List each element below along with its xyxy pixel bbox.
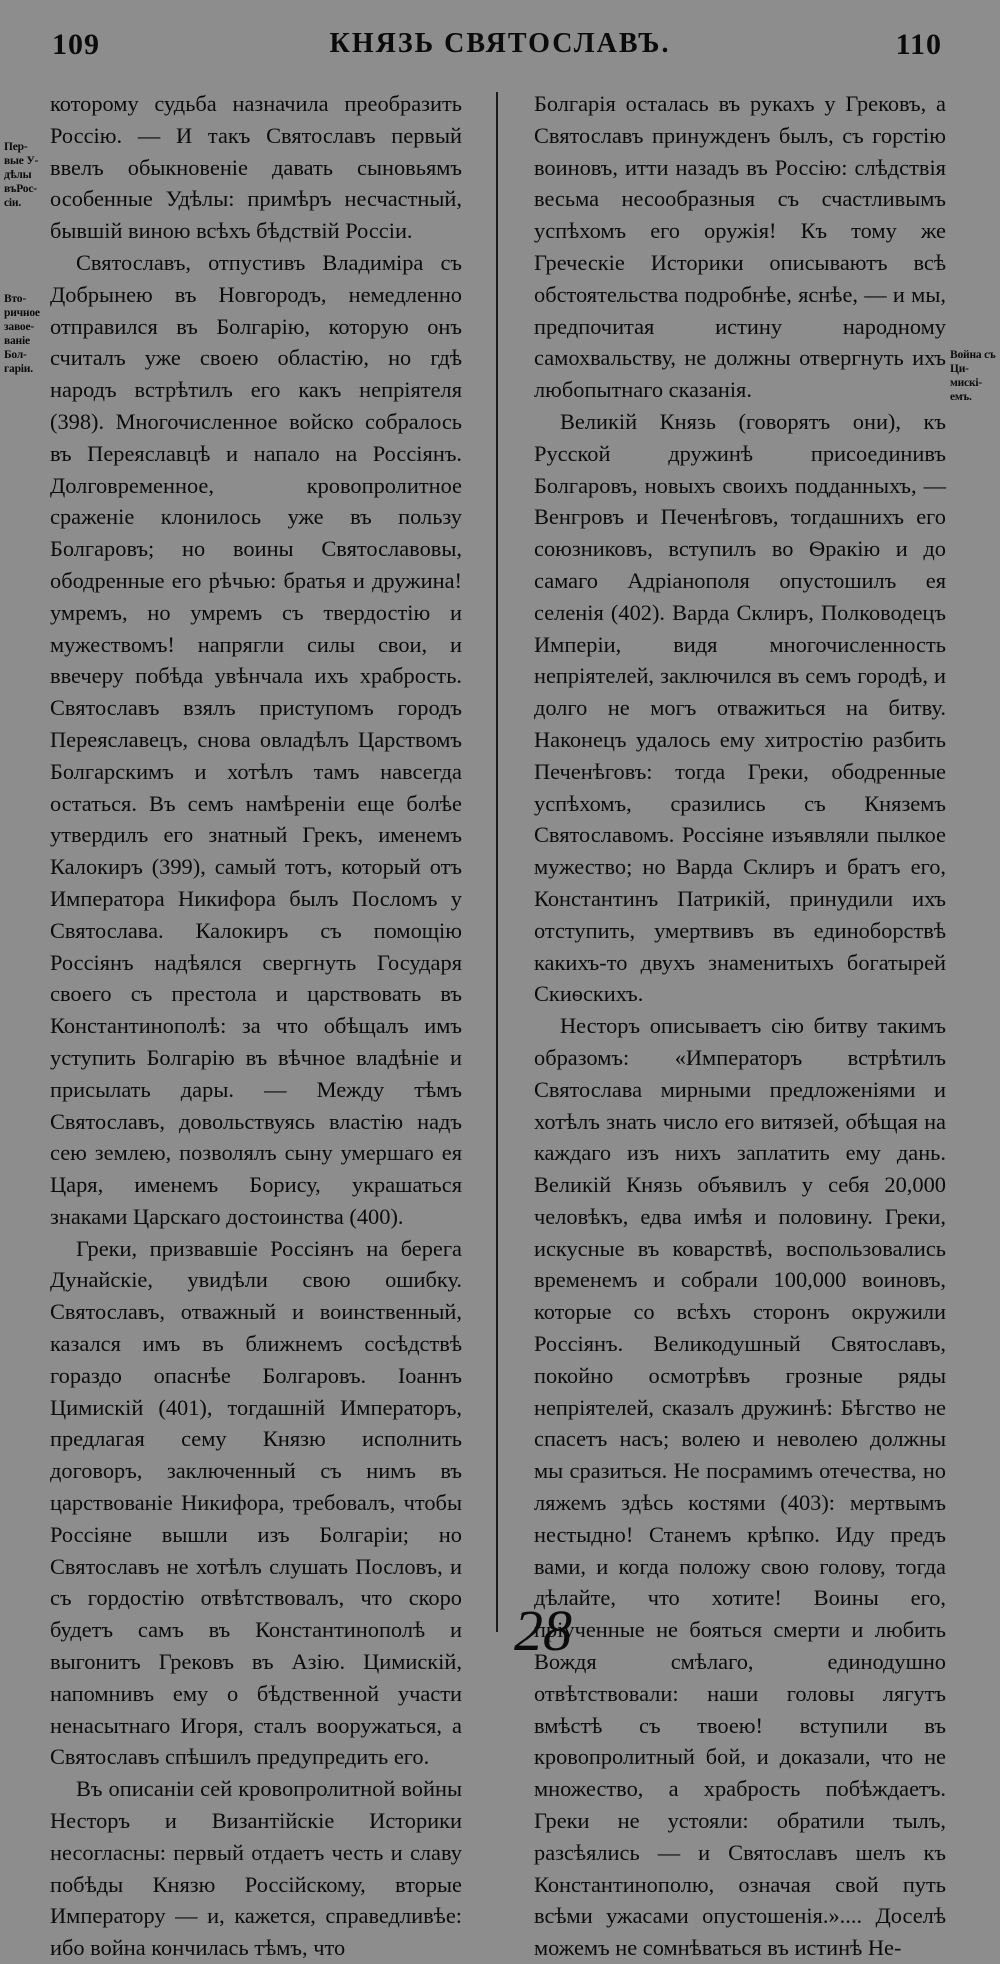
margin-note-war-tzimiskes: Война съ Ци- мискі- емъ. xyxy=(950,349,996,403)
paragraph: которому судьба назначила преобразить Россію. — И такъ Святославъ первый ввелъ обыкновеніе давать сыновьямъ особенные Удѣлы: примѣръ несчастный, бывшій виною всѣхъ бѣдствій Россіи. xyxy=(50,91,462,244)
margin-note-first-appanages: Пер- вые У- дѣлы въРос- сіи. xyxy=(4,141,39,209)
margin-note-second-conquest-bulgaria: Вто- ричное завое- ваніе Бол- гаріи. xyxy=(4,293,40,375)
paragraph: Въ описаніи сей кровопролитной войны Несторъ и Византійскіе Историки несогласны: первый отдаетъ честь и славу побѣды Князю Россійскому, вторые Императору — и, кажется, справедливѣе: ибо война кончилась тѣмъ, что xyxy=(50,1776,462,1961)
page-number-left: 109 xyxy=(52,28,100,61)
paragraph: Болгарія осталась въ рукахъ у Грековъ, а Святославъ принужденъ былъ, съ горстію воиновъ, итти назадъ въ Россію: слѣдствія весьма несообразныя съ счастливымъ успѣхомъ его оружія! Къ тому же Греческіе Историки описываютъ всѣ обстоятельства подробнѣе, яснѣе, — и мы, предпочитая истину народному самохвальству, не должны отвергнуть ихъ любопытнаго сказанія. xyxy=(534,91,946,403)
paragraph: Святославъ, отпустивъ Владиміра съ Добрынею въ Новгородъ, немедленно отправился въ Болгарію, которую онъ считалъ уже своею областію, но гдѣ народъ встрѣтилъ его какъ непріятеля (398). Многочисленное войско собралось въ Переяславцѣ и напало на Россіянъ. Долговременное, кровопролитное сраженіе клонилось уже въ пользу Болгаровъ; но воины Святославовы, ободренные его рѣчью: братья и дружина! умремъ, но умремъ съ твердостію и мужествомъ! напрягли силы свои, и ввечеру побѣда увѣнчала ихъ храбрость. Святославъ взялъ приступомъ городъ Переяславецъ, снова овладѣлъ Царствомъ Болгарскимъ и хотѣлъ тамъ навсегда остаться. Въ семъ намѣреніи еще болѣе утвердилъ его знатный Грекъ, именемъ Калокиръ (399), самый тотъ, который отъ Императора Никифора былъ Посломъ у Святослава. Калокиръ съ помощію Россіянъ надѣялся свергнуть Государя своего съ престола и царствовать въ Константинополѣ: за что обѣщалъ имъ уступить Болгарію въ вѣчное владѣніе и присылать дары. — Между тѣмъ Святославъ, довольствуясь властію надъ сею землею, позволялъ сыну умершаго ея Царя, именемъ Борису, украшаться знаками Царскаго достоинства (400). xyxy=(50,249,462,1229)
paragraph: Греки, призвавшіе Россіянъ на берега Дунайскіе, увидѣли свою ошибку. Святославъ, отважный и воинственный, казался имъ въ ближнемъ сосѣдствѣ гораздо опаснѣе Болгаровъ. Іоаннъ Цимискій (401), тогдашній Императоръ, предлагая сему Князю исполнить договоръ, заключенный съ нимъ въ царствованіе Никифора, требовалъ, чтобы Россіяне вышли изъ Болгаріи; но Святославъ не хотѣлъ слушать Пословъ, и съ гордостію отвѣтствовалъ, что скоро будетъ самъ въ Константинополѣ и выгонитъ Грековъ въ Азію. Цимискій, напомнивъ ему о бѣдственной участи ненасытнаго Игоря, сталъ вооружаться, а Святославъ спѣшилъ предупредить его. xyxy=(50,1235,462,1770)
column-divider xyxy=(496,92,498,1632)
paragraph: Несторъ описываетъ сію битву такимъ образомъ: «Императоръ встрѣтилъ Святослава мирными предложеніями и хотѣлъ знать число его витязей, обѣщая на каждаго изъ нихъ заплатить ему дань. Великій Князь объявилъ у себя 20,000 человѣкъ, едва имѣя и половину. Греки, искусные въ коварствѣ, воспользовались временемъ и собрали 100,000 воиновъ, которые со всѣхъ сторонъ окружили Россіянъ. Великодушный Святославъ, покойно осмотрѣвъ грозные ряды непріятелей, сказалъ дружинѣ: Бѣгство не спасетъ насъ; волею и неволею должны мы сразиться. Не посрамимъ отечества, но ляжемъ здѣсь костями (403): мертвымъ нестыдно! Станемъ крѣпко. Иду предъ вами, и когда положу свою голову, тогда дѣлайте, что хотите! Воины его, пріученные не бояться смерти и любить Вождя смѣлаго, единодушно отвѣтствовали: наши головы лягутъ вмѣстѣ съ твоею! вступили въ кровопролитный бой, и доказали, что не множество, а храбрость побѣждаетъ. Греки не устояли: обратили тылъ, разсѣялись — и Святославъ шелъ къ Константинополю, означая свой путь всѣми ужасами опустошенія.».... Доселѣ можемъ не сомнѣваться въ истинѣ Не- xyxy=(534,1013,946,1961)
right-text-column xyxy=(534,88,946,1964)
page-number-right: 110 xyxy=(895,28,942,61)
handwritten-folio-number: 28 xyxy=(514,1598,572,1663)
paragraph: Великій Князь (говорятъ они), къ Русской дружинѣ присоединивъ Болгаровъ, новыхъ своихъ подданныхъ, — Венгровъ и Печенѣговъ, тогдашнихъ его союзниковъ, вступилъ во Ѳракію и до самаго Адріанополя опустошилъ ея селенія (402). Варда Склиръ, Полководецъ Имперіи, видя многочисленность непріятелей, заключился въ семъ городѣ, и долго не могъ отважиться на битву. Наконецъ удалось ему хитростію разбить Печенѣговъ: тогда Греки, ободренные успѣхомъ, сразились съ Княземъ Святославомъ. Россіяне изъявляли пылкое мужество; но Варда Склиръ и братъ его, Константинъ Патрикій, принудили ихъ отступить, умертвивъ въ единоборствѣ какихъ-то двухъ знаменитыхъ богатырей Скиѳскихъ. xyxy=(534,408,946,1007)
running-title: КНЯЗЬ СВЯТОСЛАВЪ. xyxy=(329,28,671,59)
left-text-column xyxy=(50,88,462,1964)
